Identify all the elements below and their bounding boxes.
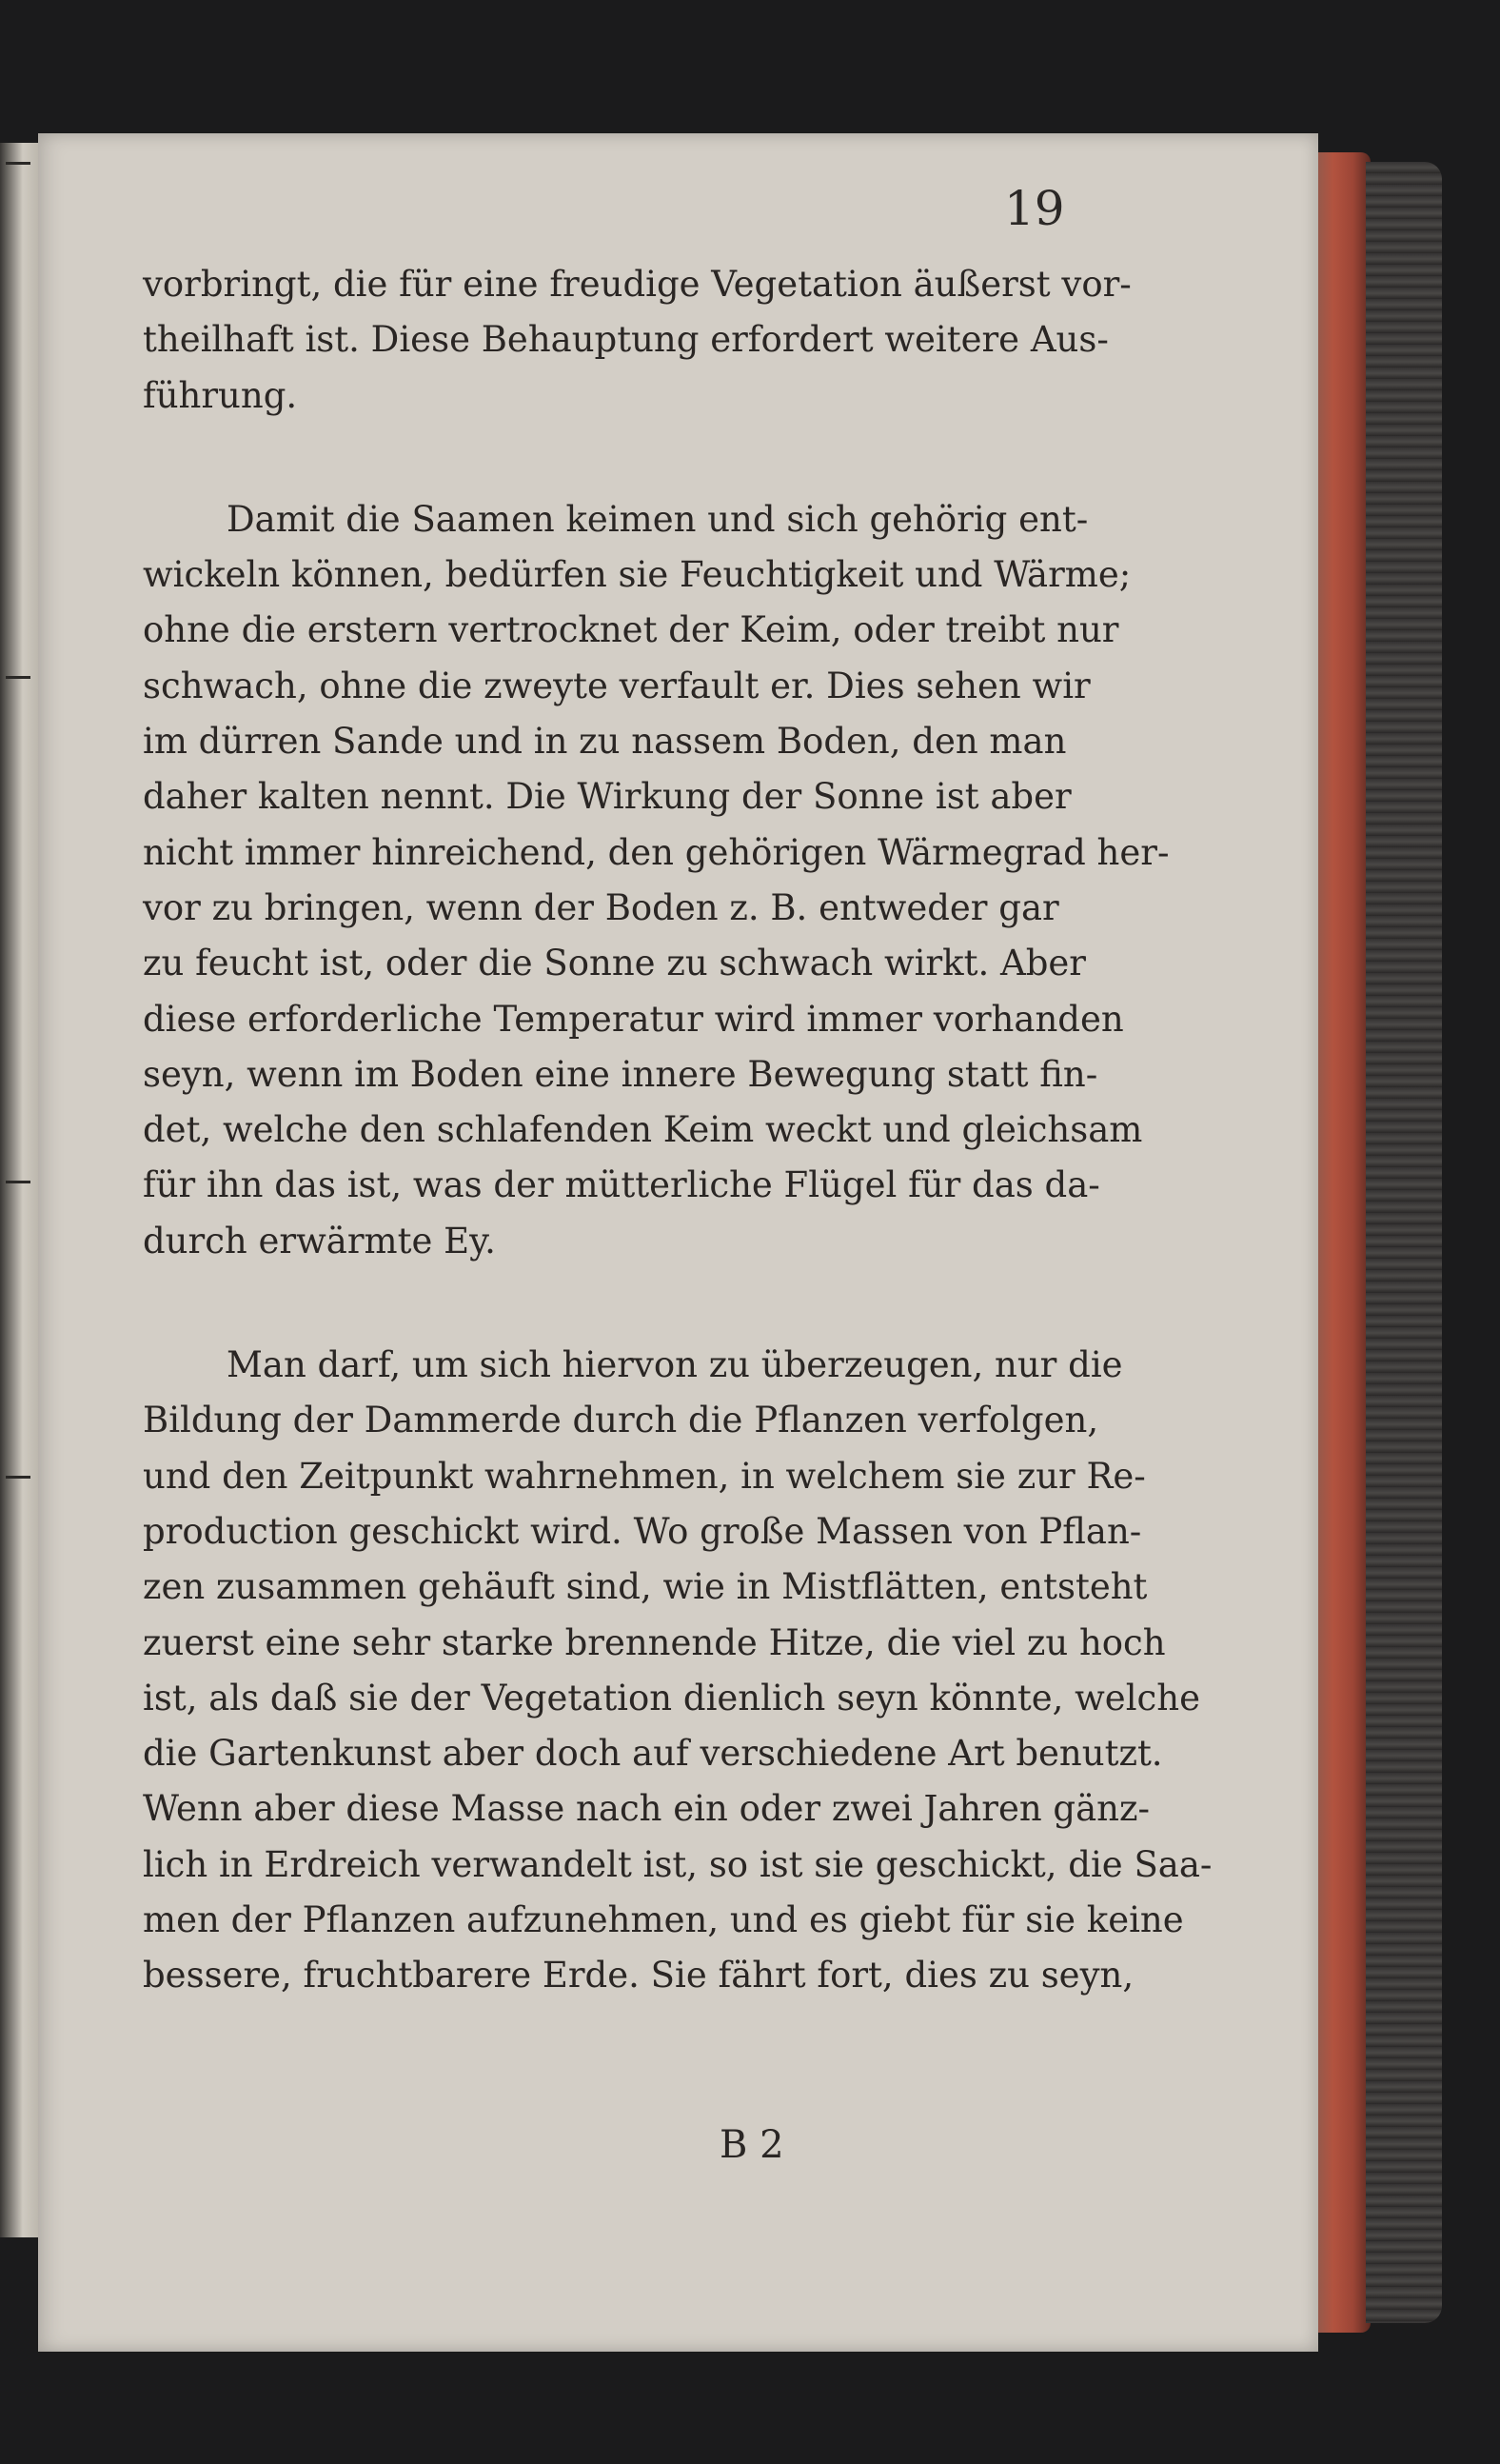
text-line: seyn, wenn im Boden eine innere Bewegung statt fin- [143,1053,1098,1095]
text-line: zen zusammen gehäuft sind, wie in Mistflätten, entsteht [143,1566,1148,1608]
text-line: daher kalten nennt. Die Wirkung der Sonne ist aber [143,776,1072,818]
paragraph-3 [143,1338,1213,2004]
text-line: ohne die erstern vertrocknet der Keim, oder treibt nur [143,609,1119,651]
text-line: men der Pflanzen aufzunehmen, und es giebt für sie keine [143,1899,1184,1941]
text-line: theilhaft ist. Diese Behauptung erfordert weitere Aus- [143,319,1109,361]
text-line: führung. [143,374,298,416]
text-line: im dürren Sande und in zu nassem Boden, den man [143,721,1067,763]
adjacent-page-edge [0,143,38,2237]
paragraph-1 [143,257,1132,424]
text-line: Bildung der Dammerde durch die Pflanzen verfolgen, [143,1400,1099,1441]
text-line: zu feucht ist, oder die Sonne zu schwach wirkt. Aber [143,943,1086,984]
edge-mark [6,162,30,165]
text-line: vorbringt, die für eine freudige Vegetation äußerst vor- [143,264,1132,305]
page-number: 19 [1004,181,1065,236]
paragraph-2 [143,492,1170,1269]
text-line: für ihn das ist, was der mütterliche Flügel für das da- [143,1164,1100,1206]
edge-mark [6,676,30,679]
text-line: durch erwärmte Ey. [143,1220,496,1262]
text-line: die Gartenkunst aber doch auf verschiedene Art benutzt. [143,1733,1163,1775]
text-line: Damit die Saamen keimen und sich gehörig ent- [227,498,1089,540]
text-line: nicht immer hinreichend, den gehörigen Wärmegrad her- [143,831,1170,873]
text-line: det, welche den schlafenden Keim weckt und gleichsam [143,1109,1143,1151]
signature-mark: B 2 [720,2123,784,2167]
page-block-edge [1313,152,1371,2333]
body-text [143,257,1213,2004]
text-line: zuerst eine sehr starke brennende Hitze, die viel zu hoch [143,1621,1166,1663]
text-line: bessere, fruchtbarere Erde. Sie fährt fort, dies zu seyn, [143,1955,1135,1997]
text-line: schwach, ohne die zweyte verfault er. Dies sehen wir [143,665,1091,706]
book-cover [1366,162,1442,2323]
text-line: lich in Erdreich verwandelt ist, so ist sie geschickt, die Saa- [143,1843,1213,1885]
edge-mark [6,1181,30,1183]
text-line: Wenn aber diese Masse nach ein oder zwei Jahren gänz- [143,1788,1151,1830]
text-line: ist, als daß sie der Vegetation dienlich seyn könnte, welche [143,1677,1200,1719]
text-line: diese erforderliche Temperatur wird immer vorhanden [143,998,1124,1040]
text-line: Man darf, um sich hiervon zu überzeugen, nur die [227,1344,1123,1386]
text-line: production geschickt wird. Wo große Massen von Pflan- [143,1510,1142,1552]
text-line: vor zu bringen, wenn der Boden z. B. entweder gar [143,886,1059,928]
edge-mark [6,1476,30,1479]
text-line: und den Zeitpunkt wahrnehmen, in welchem sie zur Re- [143,1455,1146,1497]
text-line: wickeln können, bedürfen sie Feuchtigkeit und Wärme; [143,554,1132,596]
